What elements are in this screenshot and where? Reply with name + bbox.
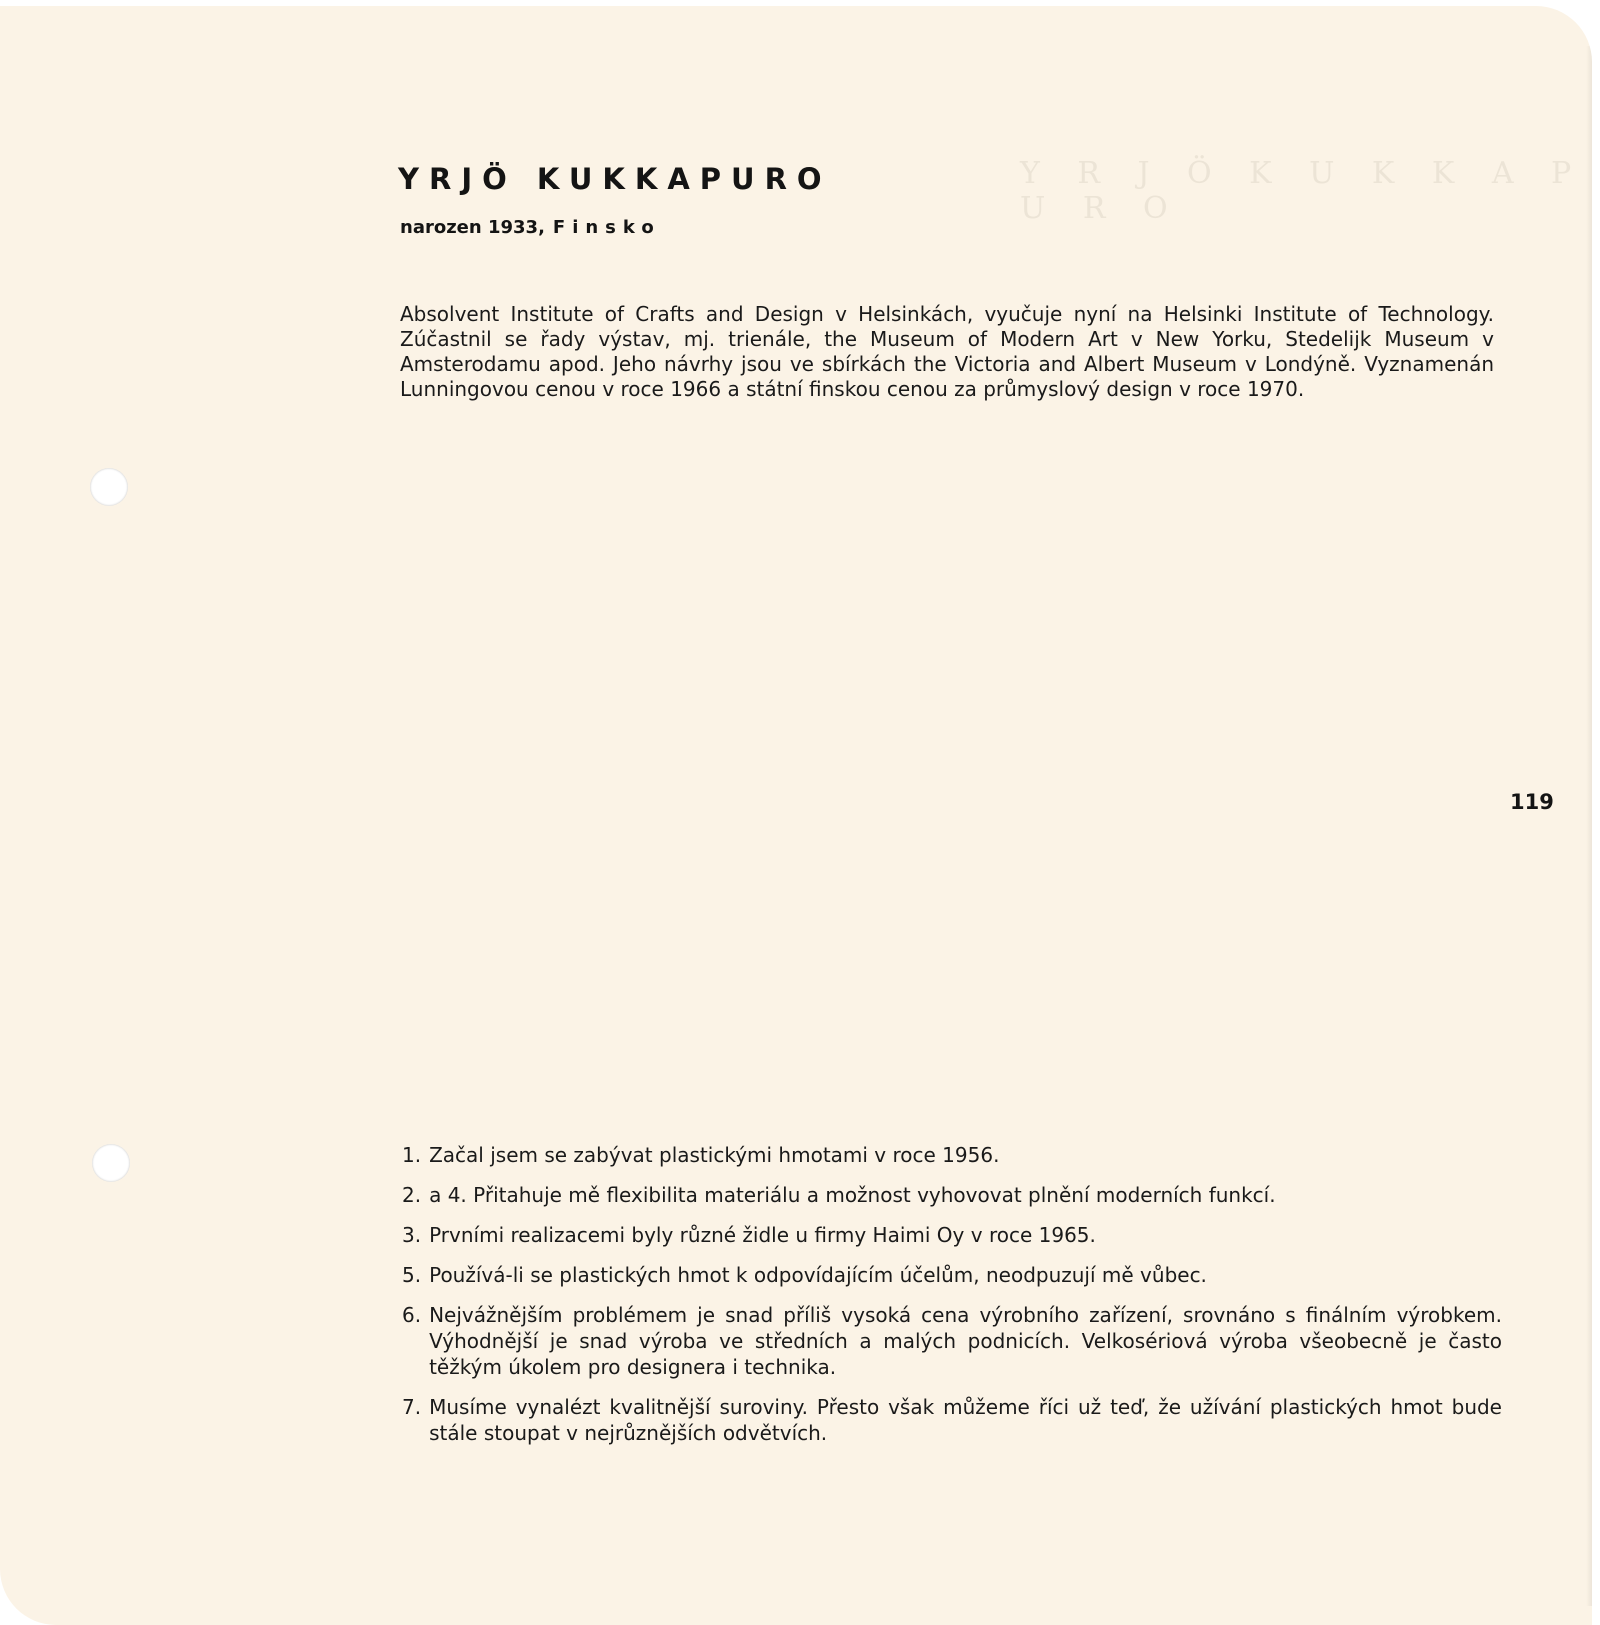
answer-text: Musíme vynalézt kvalitnější suroviny. Přesto však můžeme říci už teď, že užívání plastických hmot bude stále stoupat v nejrůznějších odvětvích.: [429, 1395, 1502, 1445]
answer-number: 1.: [402, 1143, 422, 1167]
show-through-text: Y R J Ö K U K K A P U R O: [1020, 156, 1586, 226]
answer-text: a 4. Přitahuje mě flexibilita materiálu a možnost vyhovovat plnění moderních funkcí.: [429, 1183, 1276, 1207]
answer-number: 7.: [402, 1395, 422, 1419]
birth-country: Finsko: [552, 217, 661, 238]
punch-hole-bottom: [92, 1144, 130, 1182]
birth-year: narozen 1933,: [400, 217, 545, 238]
answer-item: [402, 1262, 1502, 1288]
answer-number: 2.: [402, 1183, 422, 1207]
answer-text: Začal jsem se zabývat plastickými hmotami v roce 1956.: [429, 1143, 1000, 1167]
answer-number: 6.: [402, 1303, 422, 1327]
answer-item: [402, 1222, 1502, 1248]
answer-number: 5.: [402, 1263, 422, 1287]
punch-hole-top: [90, 468, 128, 506]
answer-text: Používá-li se plastických hmot k odpovídajícím účelům, neodpuzují mě vůbec.: [429, 1263, 1207, 1287]
answer-item: [402, 1142, 1502, 1168]
answer-text: Prvními realizacemi byly různé židle u firmy Haimi Oy v roce 1965.: [429, 1223, 1096, 1247]
answer-text: Nejvážnějším problémem je snad příliš vysoká cena výrobního zařízení, srovnáno s finálním výrobkem. Výhodnější je snad výroba ve středních a malých podnicích. Velkosériová výroba všeobecně je často těžkým úkolem pro designera i technika.: [429, 1303, 1502, 1379]
author-name: YRJÖ KUKKAPURO: [398, 162, 832, 196]
book-page: [0, 6, 1592, 1625]
page-number: 119: [1510, 790, 1554, 814]
answers-list: [402, 1142, 1502, 1460]
author-birth-line: [400, 217, 661, 238]
answer-item: [402, 1394, 1502, 1446]
answer-item: [402, 1302, 1502, 1380]
answer-item: [402, 1182, 1502, 1208]
author-biography: Absolvent Institute of Crafts and Design v Helsinkách, vyučuje nyní na Helsinki Institute of Technology. Zúčastnil se řady výstav, mj. trienále, the Museum of Modern Art v New Yorku, Stedelijk Museum v Amsterodamu apod. Jeho návrhy jsou ve sbírkách the Victoria and Albert Museum v Londýně. Vyznamenán Lunningovou cenou v roce 1966 a státní finskou cenou za průmyslový design v roce 1970.: [400, 302, 1494, 401]
answer-number: 3.: [402, 1223, 422, 1247]
